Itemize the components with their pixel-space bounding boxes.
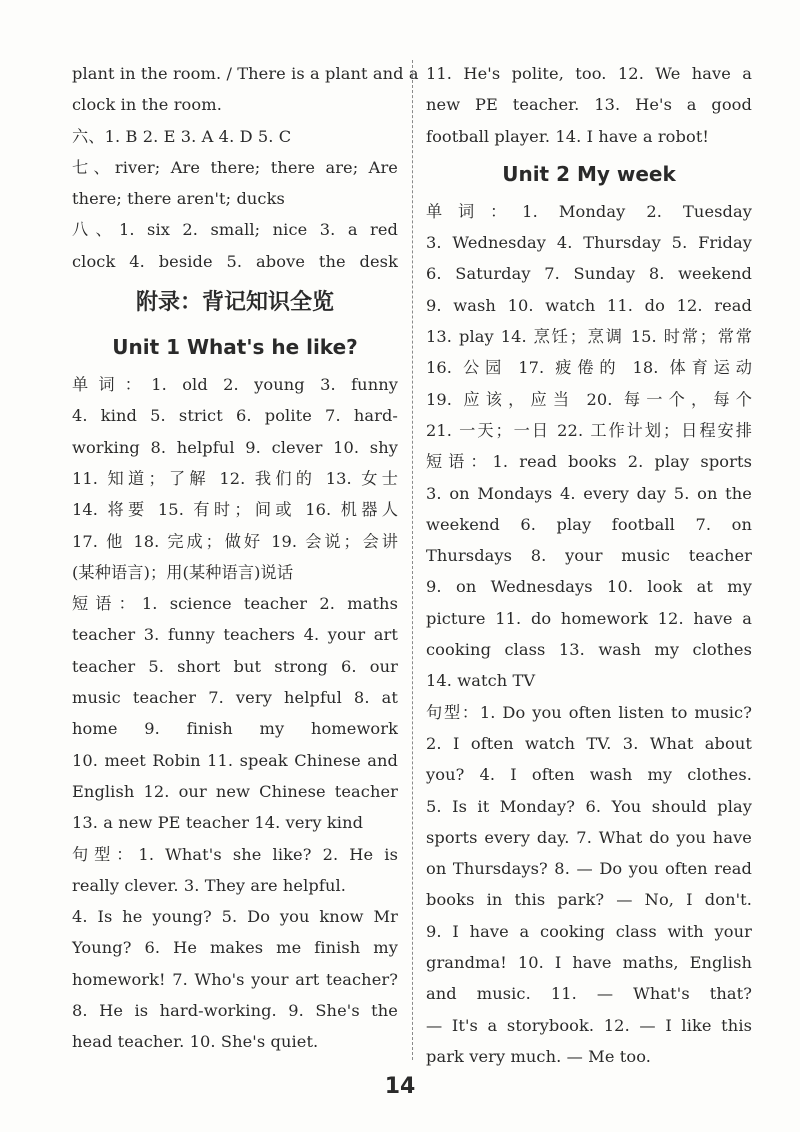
phrase-line: cooking class 13. wash my clothes <box>426 640 752 660</box>
phrase-line: teacher 5. short but strong 6. our <box>72 656 398 676</box>
phrase-line: weekend 6. play football 7. on <box>426 514 752 534</box>
phrase-line: teacher 3. funny teachers 4. your art <box>72 625 398 645</box>
phrase-line: 10. meet Robin 11. speak Chinese and <box>72 750 398 770</box>
phrase-line: 14. watch TV <box>426 671 536 691</box>
phrase-line: English 12. our new Chinese teacher <box>72 781 398 801</box>
vocab-line: 4. kind 5. strict 6. polite 7. hard- <box>72 406 398 426</box>
vocab-line: 3. Wednesday 4. Thursday 5. Friday <box>426 233 752 253</box>
phrase-line: 9. on Wednesdays 10. look at my <box>426 577 752 597</box>
answer-line-section-8: 八、1. six 2. small; nice 3. a red <box>72 220 398 240</box>
unit2-content <box>426 196 752 1072</box>
sentence-line: park very much. — Me too. <box>426 1046 652 1066</box>
sentence-line: really clever. 3. They are helpful. <box>72 875 346 895</box>
phrase-line: 短语：1. science teacher 2. maths <box>72 594 398 614</box>
sentence-line: 9. I have a cooking class with your <box>426 921 752 941</box>
sentence-line: and music. 11. — What's that? <box>426 984 752 1004</box>
sentence-line: head teacher. 10. She's quiet. <box>72 1032 319 1052</box>
sentence-line: 5. Is it Monday? 6. You should play <box>426 796 752 816</box>
vocab-line: 11. 知道；了解 12. 我们的 13. 女士 <box>72 468 398 488</box>
unit1-content <box>72 369 398 1058</box>
vocab-line: 单词：1. old 2. young 3. funny <box>72 375 398 395</box>
sentence-line: books in this park? — No, I don't. <box>426 890 752 910</box>
vocab-line: (某种语言)；用(某种语言)说话 <box>72 562 294 582</box>
text-line: clock in the room. <box>72 95 222 115</box>
sentence-line: 11. He's polite, too. 12. We have a <box>426 64 752 83</box>
vocab-line: 21. 一天；一日 22. 工作计划；日程安排 <box>426 420 752 440</box>
left-column <box>72 58 419 1058</box>
sentence-line: sports every day. 7. What do you have <box>426 827 752 847</box>
phrase-line: home 9. finish my homework <box>72 719 398 739</box>
sentence-line: football player. 14. I have a robot! <box>426 126 710 146</box>
vocab-line: working 8. helpful 9. clever 10. shy <box>72 437 398 457</box>
vocab-line: 14. 将要 15. 有时；间或 16. 机器人 <box>72 500 398 520</box>
vocab-line: 19. 应该，应当 20. 每一个，每个 <box>426 389 752 409</box>
vocab-line: 13. play 14. 烹饪；烹调 15. 时常；常常 <box>426 327 752 347</box>
page-number: 14 <box>384 1074 416 1099</box>
sentence-line: you? 4. I often wash my clothes. <box>426 765 752 785</box>
answer-line-section-7: 七、river; Are there; there are; Are <box>72 157 398 177</box>
sentence-line: 句型：1. Do you often listen to music? <box>426 702 752 722</box>
vocab-line: 6. Saturday 7. Sunday 8. weekend <box>426 264 752 284</box>
sentence-line: 句型：1. What's she like? 2. He is <box>72 844 398 864</box>
answer-line-section-6: 六、1. B 2. E 3. A 4. D 5. C <box>72 126 292 146</box>
sentence-line: Young? 6. He makes me finish my <box>72 938 398 958</box>
phrase-line: picture 11. do homework 12. have a <box>426 608 752 628</box>
sentence-line: — It's a storybook. 12. — I like this <box>426 1015 752 1035</box>
column-divider <box>412 60 413 1060</box>
phrase-line: 13. a new PE teacher 14. very kind <box>72 813 364 833</box>
left-intro-block <box>72 58 419 277</box>
sentence-line: 4. Is he young? 5. Do you know Mr <box>72 907 398 927</box>
text-line: there; there aren't; ducks <box>72 189 285 209</box>
appendix-title: 附录：背记知识全览 <box>135 290 334 316</box>
right-column <box>426 58 752 1072</box>
phrase-line: 短语：1. read books 2. play sports <box>426 452 752 472</box>
vocab-line: 单词：1. Monday 2. Tuesday <box>426 201 752 221</box>
vocab-line: 16. 公园 17. 疲倦的 18. 体育运动 <box>426 358 752 378</box>
phrase-line: music teacher 7. very helpful 8. at <box>72 688 398 708</box>
sentence-line: homework! 7. Who's your art teacher? <box>72 969 398 989</box>
sentence-line: new PE teacher. 13. He's a good <box>426 95 752 115</box>
phrase-line: 3. on Mondays 4. every day 5. on the <box>426 483 752 503</box>
unit2-title: Unit 2 My week <box>502 161 676 186</box>
vocab-line: 9. wash 10. watch 11. do 12. read <box>426 295 752 315</box>
vocab-line: 17. 他 18. 完成；做好 19. 会说；会讲 <box>72 531 398 551</box>
sentence-line: 2. I often watch TV. 3. What about <box>426 733 752 753</box>
sentence-line: grandma! 10. I have maths, English <box>426 953 752 973</box>
sentence-line: on Thursdays? 8. — Do you often read <box>426 859 752 879</box>
text-line: clock 4. beside 5. above the desk <box>72 251 398 271</box>
unit1-title: Unit 1 What's he like? <box>112 335 358 360</box>
phrase-line: Thursdays 8. your music teacher <box>426 546 752 566</box>
right-intro-block <box>426 58 752 152</box>
sentence-line: 8. He is hard-working. 9. She's the <box>72 1001 398 1021</box>
text-line: plant in the room. / There is a plant and a <box>72 64 419 83</box>
